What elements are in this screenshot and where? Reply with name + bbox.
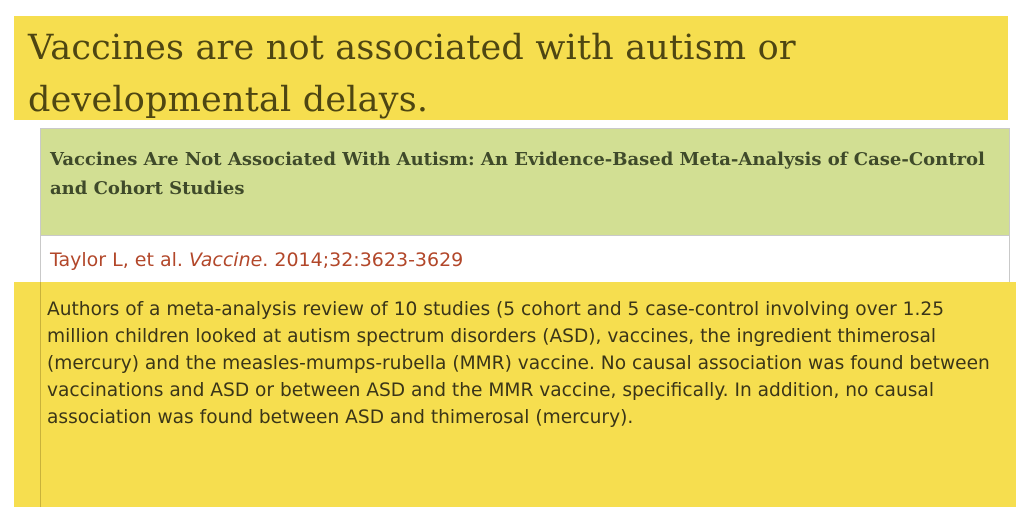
slide-title: Vaccines are not associated with autism or developmental delays.	[28, 28, 796, 120]
article-heading: Vaccines Are Not Associated With Autism: An Evidence-Based Meta-Analysis of Case-Control and Cohort Studies	[50, 149, 985, 199]
citation-row	[41, 236, 1009, 284]
article-citation	[50, 248, 463, 272]
article-heading-band	[41, 129, 1009, 236]
citation-journal: Vaccine	[188, 249, 263, 271]
summary-divider	[40, 282, 41, 507]
citation-authors: Taylor L, et al.	[50, 249, 183, 271]
citation-details: . 2014;32:3623-3629	[262, 249, 464, 271]
article-summary: Authors of a meta-analysis review of 10 studies (5 cohort and 5 case-control involving over 1.25 million children looked at autism spectrum disorders (ASD), vaccines, the ingredient thimerosal (mercury) and the measles-mumps-rubella (MMR) vaccine. No causal association was found between vaccinations and ASD or between ASD and the MMR vaccine, specifically. In addition, no causal association was found between ASD and thimerosal (mercury).	[47, 299, 990, 428]
